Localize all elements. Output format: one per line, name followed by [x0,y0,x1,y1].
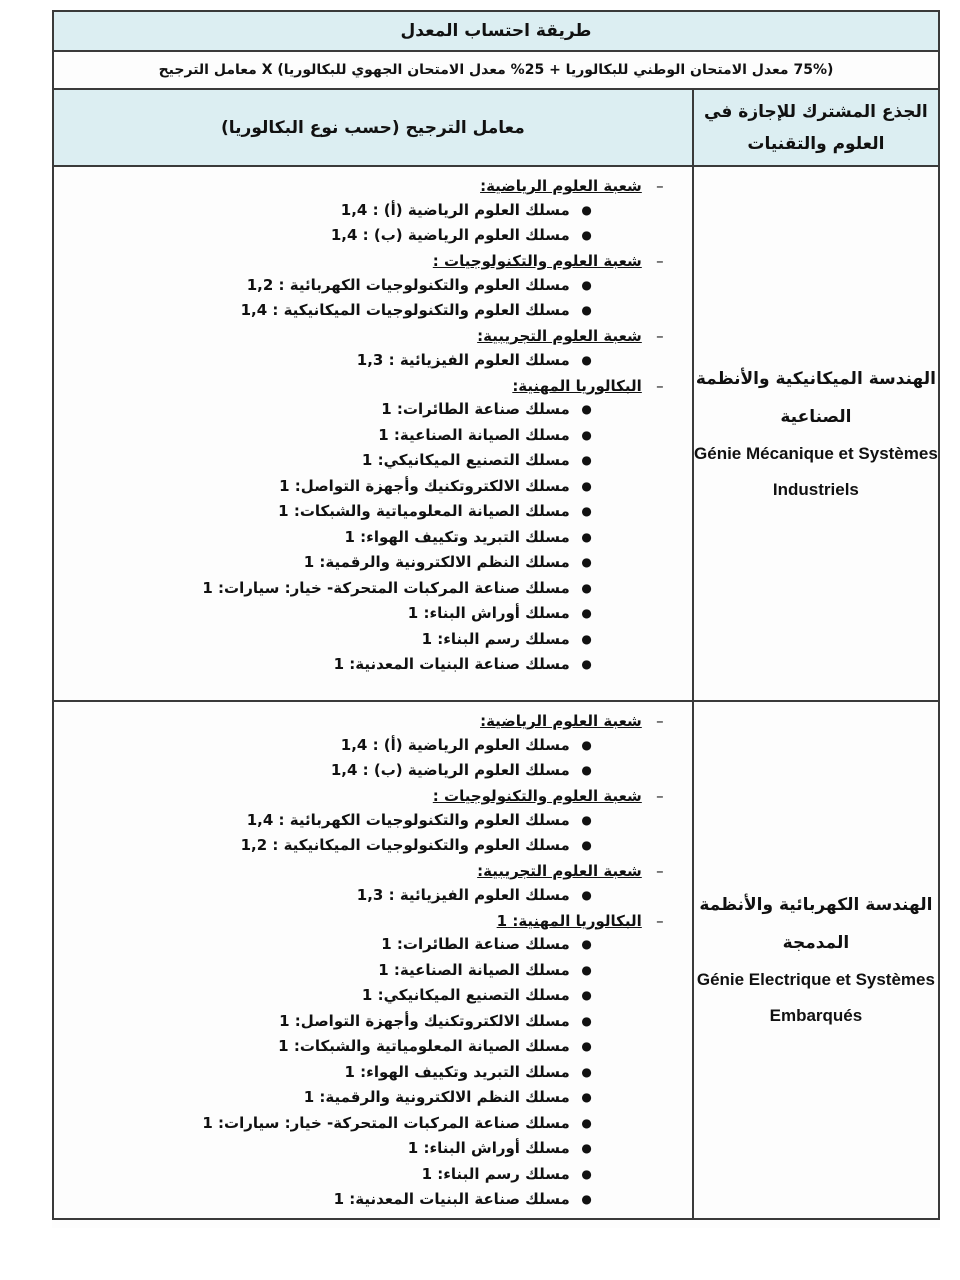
bullet-icon: ● [581,763,592,778]
list-item [54,448,672,474]
track-coefficient: مسلك رسم البناء: 1 [421,629,570,648]
list-item [54,983,672,1009]
track-coefficient: مسلك العلوم والتكنولوجيات الميكانيكية : 1,2 [240,836,570,855]
bullet-icon: ● [581,1192,592,1207]
track-coefficient: مسلك النظم الالكترونية والرقمية: 1 [303,1088,570,1107]
bullet-icon: ● [581,555,592,570]
coefficient-list [54,167,692,677]
bullet-icon: ● [581,202,592,217]
list-item [54,932,672,958]
bullet-icon: ● [581,228,592,243]
track-coefficient: مسلك أوراش البناء: 1 [407,1139,570,1158]
list-item [54,197,672,223]
track-coefficient: مسلك العلوم الفيزيائية : 1,3 [356,885,570,904]
list-item [54,272,672,298]
track-coefficient: مسلك رسم البناء: 1 [421,1164,570,1183]
dash-marker: – [656,252,664,270]
table-row [53,166,939,701]
track-coefficient: مسلك صناعة المركبات المتحركة- خيار: سيارات: 1 [202,1113,570,1132]
bullet-icon: ● [581,478,592,493]
bullet-icon: ● [581,1039,592,1054]
stream-heading [54,860,672,882]
track-coefficient: مسلك التبريد وتكييف الهواء: 1 [344,527,570,546]
bullet-icon: ● [581,402,592,417]
track-coefficient: مسلك العلوم الرياضية (أ) : 1,4 [340,735,570,754]
bullet-icon: ● [581,427,592,442]
track-column-header: الجذع المشترك للإجازة في العلوم والتقنيات [693,89,939,166]
specialty-arabic-line2: المدمجة [782,933,850,953]
specialty-arabic-line2: الصناعية [780,406,852,427]
track-coefficient: مسلك صناعة الطائرات: 1 [381,935,570,954]
list-item [54,807,672,833]
coefficient-cell [53,701,693,1219]
specialty-french-line2: Embarqués [769,1006,863,1025]
track-coefficient: مسلك العلوم والتكنولوجيات الكهربائية : 1,2 [246,275,570,294]
stream-heading [54,325,672,347]
dash-marker: – [656,376,664,395]
track-coefficient: مسلك صناعة المركبات المتحركة- خيار: سيارات: 1 [202,578,570,597]
bullet-icon: ● [581,887,592,902]
average-formula: (75% معدل الامتحان الوطني للبكالوريا + 25% معدل الامتحان الجهوي للبكالوريا) X معامل الترجيح [53,51,939,89]
stream-heading [54,785,672,807]
list-item [54,652,672,678]
specialty-cell [693,701,939,1219]
bullet-icon: ● [581,606,592,621]
list-item [54,223,672,249]
stream-title: البكالوريا المهنية: [512,376,642,395]
track-coefficient: مسلك العلوم والتكنولوجيات الكهربائية : 1,4 [246,810,570,829]
list-item [54,550,672,576]
list-item [54,397,672,423]
list-item [54,882,672,908]
bullet-icon: ● [581,838,592,853]
track-coefficient: مسلك الصيانة المعلومياتية والشبكات: 1 [278,502,570,521]
list-item [54,298,672,324]
stream-heading [54,710,672,732]
list-item [54,1187,672,1213]
dash-marker: – [656,327,664,345]
coefficient-list [54,702,692,1212]
bullet-icon: ● [581,657,592,672]
bullet-icon: ● [581,453,592,468]
track-coefficient: مسلك العلوم الرياضية (ب) : 1,4 [330,226,570,245]
bullet-icon: ● [581,631,592,646]
list-item [54,1110,672,1136]
stream-title: شعبة العلوم الرياضية: [480,177,642,195]
bullet-icon: ● [581,988,592,1003]
list-item [54,758,672,784]
list-item [54,833,672,859]
list-item [54,499,672,525]
bullet-icon: ● [581,504,592,519]
bullet-icon: ● [581,962,592,977]
list-item [54,626,672,652]
document-sheet [52,10,940,1228]
coefficient-column-header: معامل الترجيح (حسب نوع البكالوريا) [53,89,693,166]
list-item [54,575,672,601]
track-coefficient: مسلك الصيانة الصناعية: 1 [378,425,570,444]
track-coefficient: مسلك صناعة الطائرات: 1 [381,400,570,419]
list-item [54,1136,672,1162]
specialty-french-line1: Génie Electrique et Systèmes [696,970,935,989]
stream-heading [54,910,672,932]
stream-title: شعبة العلوم التجريبية: [477,862,642,880]
dash-marker: – [656,177,664,195]
stream-title: شعبة العلوم والتكنولوجيات : [432,787,642,805]
track-coefficient: مسلك العلوم والتكنولوجيات الميكانيكية : 1,4 [240,301,570,320]
track-coefficient: مسلك التصنيع الميكانيكي: 1 [361,451,570,470]
list-item [54,422,672,448]
list-item [54,1008,672,1034]
bullet-icon: ● [581,937,592,952]
track-coefficient: مسلك صناعة البنيات المعدنية: 1 [333,655,570,674]
bullet-icon: ● [581,1064,592,1079]
track-coefficient: مسلك التصنيع الميكانيكي: 1 [361,986,570,1005]
list-item [54,601,672,627]
track-coefficient: مسلك التبريد وتكييف الهواء: 1 [344,1062,570,1081]
specialty-french-line1: Génie Mécanique et Systèmes [694,443,938,463]
stream-title: شعبة العلوم التجريبية: [477,327,642,345]
bullet-icon: ● [581,529,592,544]
track-coefficient: مسلك الصيانة المعلومياتية والشبكات: 1 [278,1037,570,1056]
specialty-french-line2: Industriels [772,479,859,499]
table-row [53,701,939,1219]
track-coefficient: مسلك الالكتروتكنيك وأجهزة التواصل: 1 [279,476,570,495]
track-coefficient: مسلك صناعة البنيات المعدنية: 1 [333,1190,570,1209]
dash-marker: – [656,862,664,880]
bullet-icon: ● [581,303,592,318]
coefficient-table [52,10,940,1220]
track-coefficient: مسلك العلوم الفيزيائية : 1,3 [356,350,570,369]
list-item [54,473,672,499]
stream-heading [54,250,672,272]
specialty-cell [693,166,939,701]
bullet-icon: ● [581,1115,592,1130]
bullet-icon: ● [581,352,592,367]
track-coefficient: مسلك العلوم الرياضية (أ) : 1,4 [340,200,570,219]
dash-marker: – [656,712,664,730]
list-item [54,1085,672,1111]
list-item [54,1161,672,1187]
stream-title: شعبة العلوم الرياضية: [480,712,642,730]
list-item [54,732,672,758]
bullet-icon: ● [581,1166,592,1181]
specialty-arabic-line1: الهندسة الميكانيكية والأنظمة [695,368,936,389]
list-item [54,1034,672,1060]
stream-title: البكالوريا المهنية: 1 [496,911,642,930]
stream-title: شعبة العلوم والتكنولوجيات : [432,252,642,270]
track-coefficient: مسلك النظم الالكترونية والرقمية: 1 [303,553,570,572]
list-item [54,347,672,373]
track-coefficient: مسلك أوراش البناء: 1 [407,604,570,623]
list-item [54,957,672,983]
bullet-icon: ● [581,580,592,595]
bullet-icon: ● [581,737,592,752]
bullet-icon: ● [581,812,592,827]
specialty-arabic-line1: الهندسة الكهربائية والأنظمة [699,895,933,915]
bullet-icon: ● [581,277,592,292]
table-title: طريقة احتساب المعدل [53,11,939,51]
stream-heading [54,175,672,197]
list-item [54,1059,672,1085]
coefficient-cell [53,166,693,701]
dash-marker: – [656,911,664,930]
list-item [54,524,672,550]
track-coefficient: مسلك الصيانة الصناعية: 1 [378,960,570,979]
dash-marker: – [656,787,664,805]
bullet-icon: ● [581,1090,592,1105]
bullet-icon: ● [581,1141,592,1156]
track-coefficient: مسلك العلوم الرياضية (ب) : 1,4 [330,761,570,780]
stream-heading [54,375,672,397]
bullet-icon: ● [581,1013,592,1028]
track-coefficient: مسلك الالكتروتكنيك وأجهزة التواصل: 1 [279,1011,570,1030]
